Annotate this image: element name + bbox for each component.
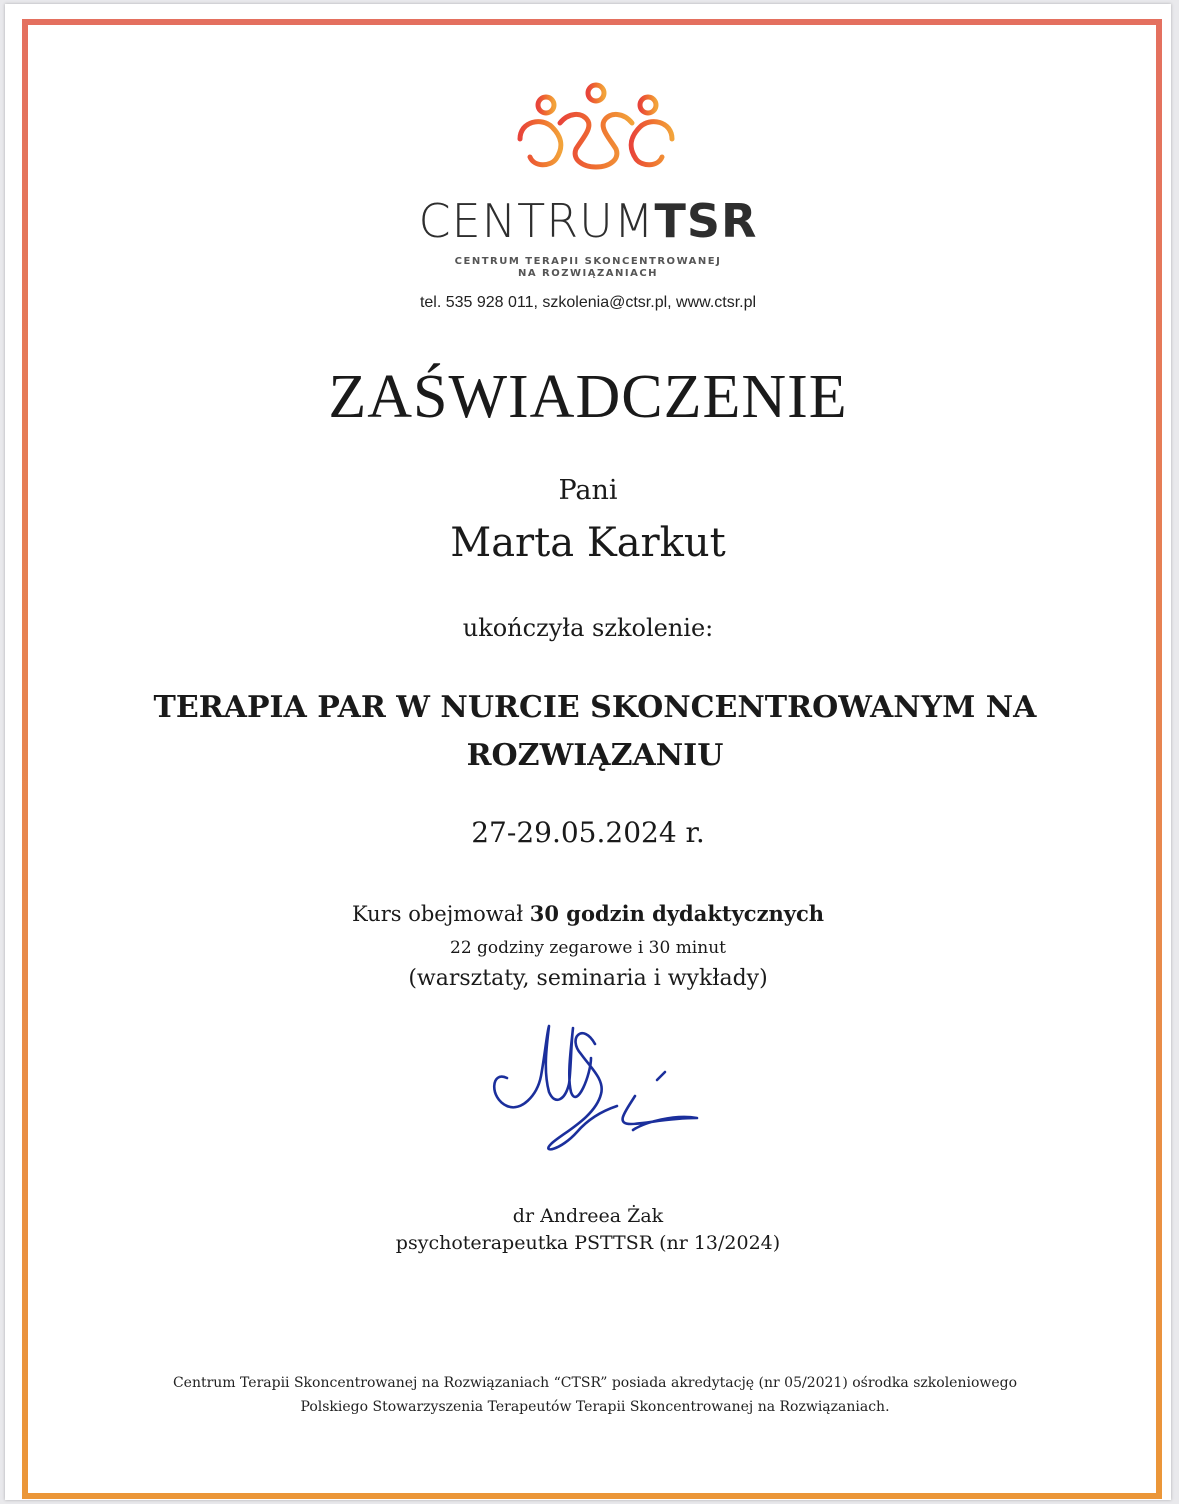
- hours-prefix: Kurs obejmował: [351, 902, 530, 926]
- certificate-page: [5, 4, 1171, 1500]
- brand-subtitle-line1: CENTRUM TERAPII SKONCENTROWANEJ: [454, 256, 722, 267]
- brand-subtitle: [5, 256, 1171, 280]
- hours-bold: 30 godzin dydaktycznych: [529, 901, 825, 926]
- completed-label: ukończyła szkolenie:: [462, 614, 714, 642]
- certificate-title: ZAŚWIADCZENIE: [328, 363, 848, 431]
- brand-light-text: CENTRUM: [418, 194, 655, 248]
- course-hours: [5, 901, 1171, 926]
- signer-role: psychoterapeutka PSTTSR (nr 13/2024): [395, 1232, 781, 1254]
- brand-wordmark: [5, 194, 1171, 248]
- brand-subtitle-line2: NA ROZWIĄZANIACH: [517, 268, 659, 279]
- contact-line: tel. 535 928 011, szkolenia@ctsr.pl, www.ctsr.pl: [419, 294, 757, 311]
- footer-line1: Centrum Terapii Skoncentrowanej na Rozwiązaniach “CTSR” posiada akredytację (nr 05/2021) ośrodka szkoleniowego: [172, 1375, 1018, 1391]
- salutation: Pani: [558, 475, 618, 506]
- accreditation-footer: [105, 1371, 1085, 1419]
- recipient-name: Marta Karkut: [450, 520, 726, 566]
- clock-hours: 22 godziny zegarowe i 30 minut: [450, 938, 726, 958]
- brand-bold-text: TSR: [654, 194, 758, 248]
- signer-name: dr Andreea Żak: [512, 1205, 664, 1227]
- ctsr-people-logo-icon: [512, 77, 680, 177]
- footer-line2: Polskiego Stowarzyszenia Terapeutów Terapii Skoncentrowanej na Rozwiązaniach.: [300, 1399, 890, 1415]
- course-dates: 27-29.05.2024 r.: [471, 816, 705, 849]
- course-name: TERAPIA PAR W NURCIE SKONCENTROWANYM NA ROZWIĄZANIU: [153, 690, 1037, 773]
- course-forms: (warsztaty, seminaria i wykłady): [408, 966, 768, 991]
- handwritten-signature: [485, 1014, 715, 1154]
